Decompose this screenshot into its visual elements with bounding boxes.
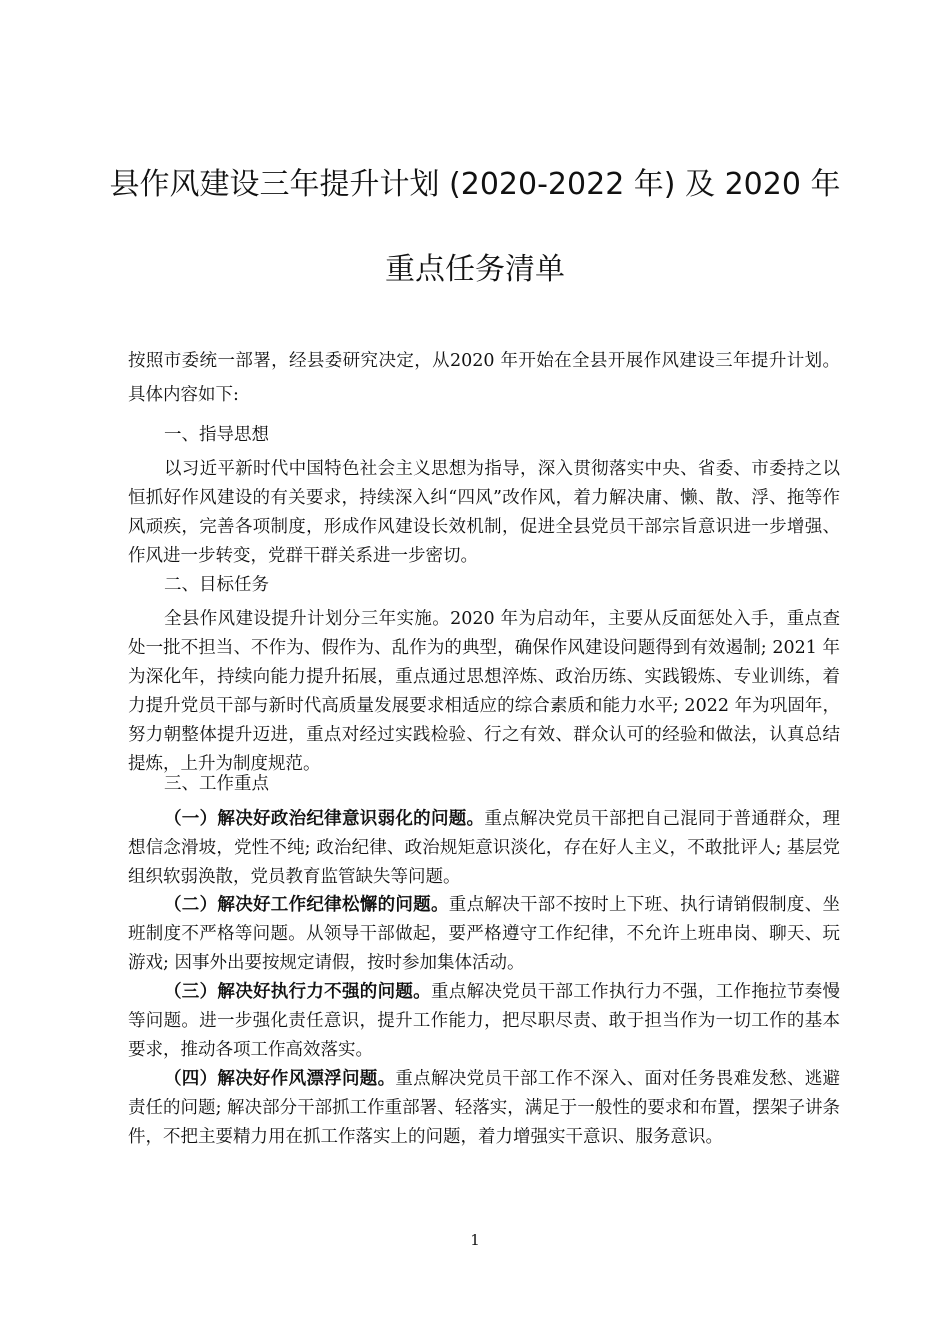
section-body-guiding-thought: 以习近平新时代中国特色社会主义思想为指导，深入贯彻落实中央、省委、市委持之以恒抓好作风建设的有关要求，持续深入纠“四风”改作风，着力解决庸、懒、散、浮、拖等作风顽疾，完善各项制度，形成作风建设长效机制，促进全县党员干部宗旨意识进一步增强、作风进一步转变，党群干群关系进一步密切。	[128, 459, 840, 566]
work-focus-item-lead: （三）解决好执行力不强的问题。	[164, 982, 431, 1002]
section-heading-objectives: 二、目标任务	[164, 575, 269, 595]
work-focus-item	[128, 891, 840, 978]
work-focus-item-text: 重点解决干部不按时上下班、执行请销假制度、坐班制度不严格等问题。从领导干部做起，要严格遵守工作纪律，不允许上班串岗、聊天、玩游戏; 因事外出要按规定请假，按时参加集体活动。	[128, 895, 841, 973]
section-heading-work-focus: 三、工作重点	[164, 774, 269, 794]
work-focus-item	[128, 978, 840, 1065]
work-focus-item-lead: （四）解决好作风漂浮问题。	[164, 1069, 396, 1089]
section-heading-guiding-thought: 一、指导思想	[164, 425, 269, 445]
work-focus-item	[128, 1065, 840, 1152]
document-title-line-1: 县作风建设三年提升计划 (2020-2022 年) 及 2020 年	[109, 167, 841, 202]
page-number: 1	[470, 1231, 480, 1249]
work-focus-item-text: 重点解决党员干部工作执行力不强，工作拖拉节奏慢等问题。进一步强化责任意识，提升工作能力，把尽职尽责、敢于担当作为一切工作的基本要求，推动各项工作高效落实。	[128, 982, 841, 1060]
work-focus-item-text: 重点解决党员干部工作不深入、面对任务畏难发愁、逃避责任的问题; 解决部分干部抓工作重部署、轻落实，满足于一般性的要求和布置，摆架子讲条件，不把主要精力用在抓工作落实上的问题，着力增强实干意识、服务意识。	[128, 1069, 841, 1147]
intro-paragraph: 按照市委统一部署，经县委研究决定，从2020 年开始在全县开展作风建设三年提升计划。具体内容如下:	[128, 351, 840, 405]
work-focus-item	[128, 805, 840, 892]
work-focus-item-text: 重点解决党员干部把自己混同于普通群众，理想信念滑坡，党性不纯; 政治纪律、政治规矩意识淡化，存在好人主义，不敢批评人; 基层党组织软弱涣散，党员教育监管缺失等问题。	[128, 809, 841, 887]
work-focus-item-lead: （二）解决好工作纪律松懈的问题。	[164, 895, 449, 915]
work-focus-item-lead: （一）解决好政治纪律意识弱化的问题。	[164, 809, 485, 829]
section-body-objectives: 全县作风建设提升计划分三年实施。2020 年为启动年，主要从反面惩处入手，重点查处一批不担当、不作为、假作为、乱作为的典型，确保作风建设问题得到有效遏制; 2021 年为深化年，持续向能力提升拓展，重点通过思想淬炼、政治历练、实践锻炼、专业训练，着力提升党员干部与新时代高质量发展要求相适应的综合素质和能力水平; 2022 年为巩固年，努力朝整体提升迈进，重点对经过实践检验、行之有效、群众认可的经验和做法，认真总结提炼，上升为制度规范。	[128, 609, 840, 774]
document-title-line-2: 重点任务清单	[385, 252, 565, 287]
